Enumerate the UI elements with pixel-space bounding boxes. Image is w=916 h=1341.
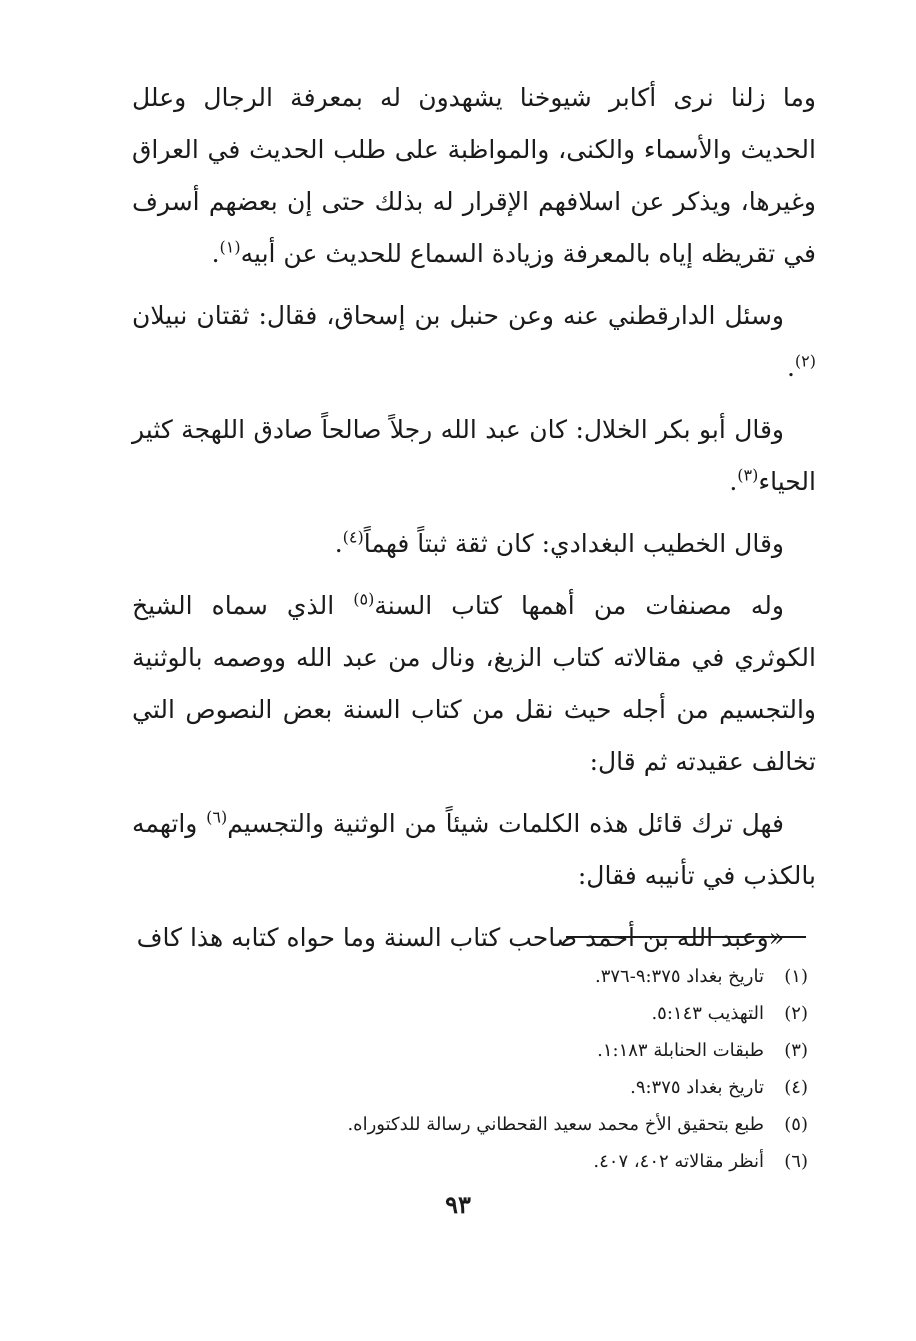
footnote-4 — [132, 1069, 808, 1106]
paragraph-1: وما زلنا نرى أكابر شيوخنا يشهدون له بمعرفة الرجال وعلل الحديث والأسماء والكنى، والمواظبة على طلب الحديث في العراق وغيرها، ويذكر عن اسلافهم الإقرار له بذلك حتى إن بعضهم أسرف في تقريظه إياه بالمعرفة وزيادة السماع للحديث عن أبيه$^{(١)}$. — [132, 83, 816, 268]
footnote-2 — [132, 995, 808, 1032]
paragraph-6: فهل ترك قائل هذه الكلمات شيئاً من الوثنية والتجسيم$^{(٦)}$ واتهمه بالكذب في تأنيبه فقال: — [132, 807, 816, 890]
footnote-5 — [132, 1106, 808, 1143]
paragraph-5: وله مصنفات من أهمها كتاب السنة$^{(٥)}$ الذي سماه الشيخ الكوثري في مقالاته كتاب الزيغ، ونال من عبد الله ووصمه بالوثنية والتجسيم من أجله حيث نقل من كتاب السنة بعض النصوص التي تخالف عقيدته ثم قال: — [132, 589, 816, 776]
footnote-ref-3: (٣) — [737, 465, 759, 485]
footnote-ref-5: (٥) — [353, 589, 375, 609]
footnote-number: (٢) — [784, 1003, 808, 1024]
footnotes-list — [132, 958, 808, 1180]
main-text — [132, 72, 816, 974]
footnote-ref-4: (٤) — [342, 527, 364, 547]
footnote-number: (٤) — [784, 1077, 808, 1098]
footnote-ref-2: (٢) — [794, 351, 816, 371]
footnote-text: أنظر مقالاته ٤٠٢، ٤٠٧. — [593, 1151, 764, 1172]
footnote-text: طبع بتحقيق الأخ محمد سعيد القحطاني رسالة للدكتوراه. — [347, 1114, 764, 1135]
footnote-text: طبقات الحنابلة ١:١٨٣. — [597, 1040, 764, 1061]
footnote-number: (١) — [784, 966, 808, 987]
footnote-text: تاريخ بغداد ٩:٣٧٥. — [630, 1077, 764, 1098]
footnote-text: التهذيب ٥:١٤٣. — [651, 1003, 764, 1024]
footnote-ref-6: (٦) — [206, 807, 228, 827]
paragraph-4: وقال الخطيب البغدادي: كان ثقة ثبتاً فهماً$^{(٤)}$. — [334, 527, 784, 558]
footnote-number: (٣) — [784, 1040, 808, 1061]
footnote-1 — [132, 958, 808, 995]
footnote-divider — [566, 936, 806, 938]
paragraph-3: وقال أبو بكر الخلال: كان عبد الله رجلاً صالحاً صادق اللهجة كثير الحياء$^{(٣)}$. — [132, 415, 816, 496]
footnote-3 — [132, 1032, 808, 1069]
footnote-ref-1: (١) — [219, 237, 241, 257]
footnote-number: (٦) — [784, 1151, 808, 1172]
paragraph-2: وسئل الدارقطني عنه وعن حنبل بن إسحاق، فقال: ثقتان نبيلان $^{(٢)}$. — [132, 301, 816, 382]
page-number: ٩٣ — [445, 1190, 471, 1219]
footnote-number: (٥) — [784, 1114, 808, 1135]
paragraph-7: «وعبد الله بن أحمد صاحب كتاب السنة وما حواه كتابه هذا كاف — [136, 923, 784, 952]
footnote-text: تاريخ بغداد ٩:٣٧٥-٣٧٦. — [594, 966, 764, 987]
footnote-6 — [132, 1143, 808, 1180]
